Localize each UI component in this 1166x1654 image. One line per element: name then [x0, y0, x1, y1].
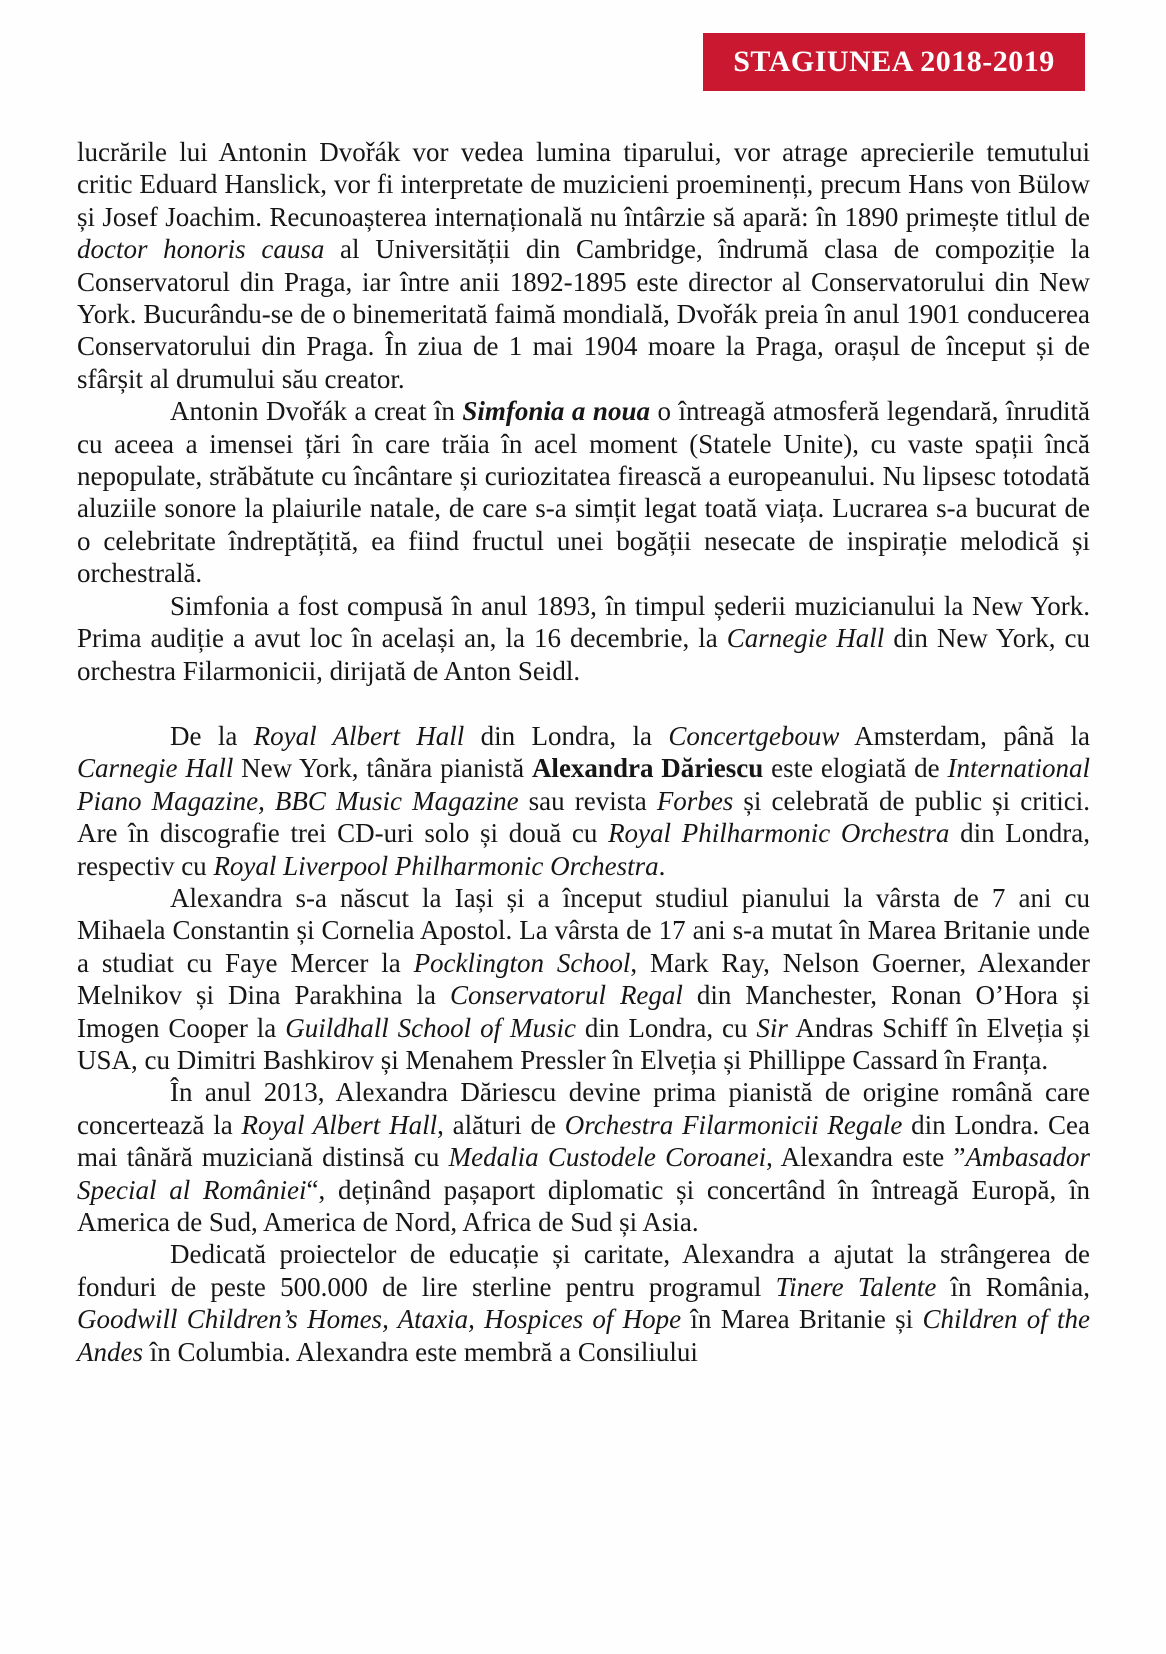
text-run: Royal Albert Hall	[253, 720, 465, 751]
text-run: este elogiată de	[763, 753, 948, 784]
document-body	[77, 136, 1090, 1368]
text-run: New York, tânăra pianistă	[233, 753, 532, 784]
text-run: Ambasador Special al României	[77, 1142, 1091, 1205]
text-run: Royal Philharmonic Orchestra	[608, 818, 950, 849]
text-run: din Manchester, Ronan O’Hora și Imogen Cooper la	[77, 980, 1090, 1043]
text-run: Alexandra Dăriescu	[531, 753, 764, 784]
text-run: al Universității din Cambridge, îndrumă clasa de compoziție la Conservatorul din Praga, iar între anii 1892-1895 este director al Conservatorului din New York. Bucurându-se de o binemeritată faimă mondială, Dvořák preia în anul 1901 conducerea Conservatorului din Praga. În ziua de 1 mai 1904 moare la Praga, orașul de început și de sfârșit al drumului său creator.	[77, 234, 1091, 394]
text-run: Royal Albert Hall	[241, 1109, 438, 1140]
text-run: .	[658, 850, 666, 881]
season-banner: STAGIUNEA 2018-2019	[703, 33, 1085, 91]
text-run: Andras Schiff în Elveția și USA, cu Dimitri Bashkirov și Menahem Pressler în Elveția și Phillippe Cassard în Franța.	[77, 1012, 1091, 1075]
text-run: din Londra, la	[464, 720, 669, 751]
text-run: Amsterdam, până la	[839, 720, 1091, 751]
text-run: Concertgebouw	[668, 720, 840, 751]
text-run: Medalia Custodele Coroanei	[448, 1142, 767, 1173]
text-run: și celebrată de public și critici. Are în discografie trei CD-uri solo și două cu	[77, 785, 1090, 849]
text-run: din Londra, cu	[576, 1012, 757, 1043]
text-run: De la	[170, 720, 254, 751]
text-run: Royal Liverpool Philharmonic Orchestra	[213, 850, 659, 881]
text-run: din Londra, respectiv cu	[77, 818, 1090, 881]
text-run: o întreagă atmosferă legendară, înrudită cu aceea a imensei țări în care trăia în acel moment (Statele Unite), cu vaste spații încă nepopulate, străbătute cu încântare și curiozitatea firească a europeanului. Nu lipsesc totodată aluziile sonore la plaiurile natale, de care s-a simțit legat toată viața. Lucrarea s-a bucurat de o celebritate îndreptățită, ea fiind fructul unei bogății nesecate de inspirație melodică și orchestrală.	[77, 396, 1091, 589]
text-run: Dedicată proiectelor de educație și caritate, Alexandra a ajutat la strângerea de fonduri de peste 500.000 de lire sterline pentru programul	[77, 1239, 1090, 1302]
paragraph	[77, 395, 1090, 589]
text-run: din Londra. Cea mai tânără muziciană distinsă cu	[77, 1109, 1090, 1173]
text-run: International Piano Magazine, BBC Music Magazine	[77, 753, 1090, 816]
text-run: Sir	[756, 1012, 788, 1043]
text-run: Simfonia a fost compusă în anul 1893, în timpul șederii muzicianului la New York. Prima audiție a avut loc în același an, la 16 decembrie, la	[77, 590, 1090, 654]
text-run: sau revista	[518, 785, 657, 816]
text-run: lucrările lui Antonin Dvořák vor vedea lumina tiparului, vor atrage aprecierile temutului critic Eduard Hanslick, vor fi interpretate de muzicieni proeminenți, precum Hans von Bülow și Josef Joachim. Recunoașterea internațională nu întârzie să apară: în 1890 primește titlul de	[77, 137, 1090, 232]
text-run: din New York, cu orchestra Filarmonicii, dirijată de Anton Seidl.	[77, 623, 1090, 686]
text-run: Goodwill Children’s Homes, Ataxia, Hospices of Hope	[77, 1304, 682, 1335]
text-run: Carnegie Hall	[726, 623, 885, 654]
text-run: Antonin Dvořák a creat în	[170, 396, 463, 427]
paragraph	[77, 1076, 1090, 1238]
text-run: în Columbia. Alexandra este membră a Consiliului	[142, 1336, 698, 1367]
text-run: în Marea Britanie și	[681, 1304, 923, 1335]
text-run: în România,	[936, 1271, 1090, 1302]
text-run: Tinere Talente	[775, 1271, 937, 1302]
text-run: Carnegie Hall	[77, 753, 234, 784]
text-run: “, deținând pașaport diplomatic și concertând în întreagă Europă, în America de Sud, America de Nord, Africa de Sud și Asia.	[77, 1174, 1090, 1237]
text-run: Forbes	[656, 785, 734, 816]
paragraph	[77, 590, 1090, 687]
paragraph	[77, 1238, 1090, 1368]
text-run: Conservatorul Regal	[449, 980, 683, 1011]
paragraph	[77, 720, 1090, 882]
text-run: , alături de	[437, 1109, 565, 1140]
text-run: doctor honoris causa	[77, 234, 325, 265]
text-run: Pocklington School	[413, 947, 631, 978]
text-run: Orchestra Filarmonicii Regale	[564, 1109, 903, 1140]
text-run: Guildhall School of Music	[285, 1012, 576, 1043]
text-run: În anul 2013, Alexandra Dăriescu devine prima pianistă de origine română care concertează la	[77, 1077, 1090, 1140]
text-run: Children of the Andes	[77, 1304, 1090, 1367]
text-run: , Mark Ray, Nelson Goerner, Alexander Melnikov și Dina Parakhina la	[77, 947, 1090, 1011]
text-run: Alexandra s-a născut la Iași și a început studiul pianului la vârsta de 7 ani cu Mihaela Constantin și Cornelia Apostol. La vârsta de 17 ani s-a mutat în Marea Britanie unde a studiat cu Faye Mercer la	[77, 882, 1090, 978]
text-run: , Alexandra este ”	[766, 1142, 966, 1173]
paragraph	[77, 136, 1090, 395]
paragraph	[77, 882, 1090, 1076]
text-run: Simfonia a noua	[462, 396, 650, 427]
